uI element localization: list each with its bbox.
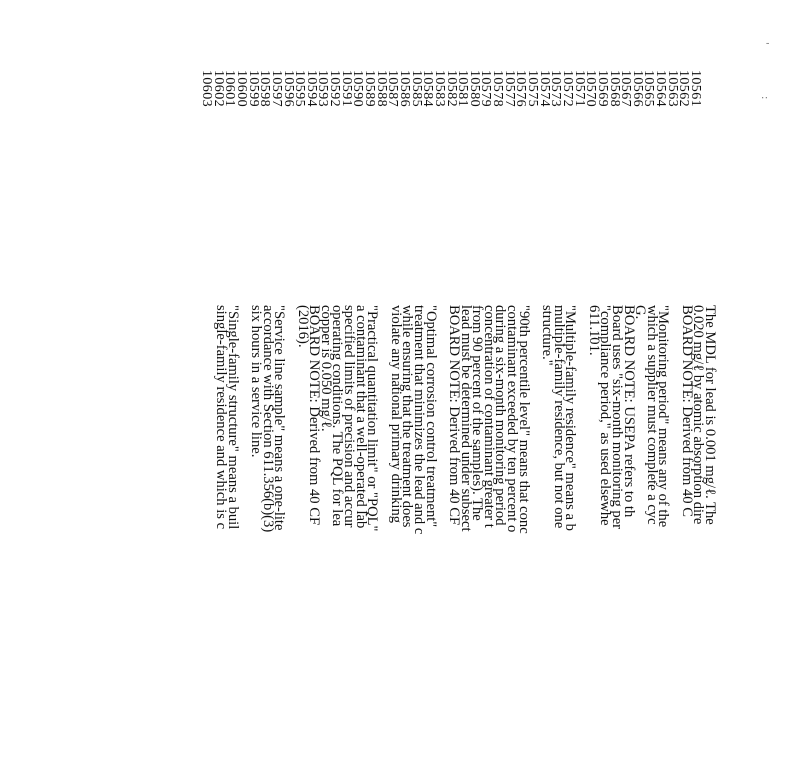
line-number: 10566 — [629, 70, 645, 107]
text-line: from 90 percent of the samples). The — [469, 305, 486, 521]
line-number: 10583 — [431, 70, 447, 107]
line-number: 10561 — [688, 70, 703, 107]
line-number: 10568 — [606, 70, 622, 107]
text-line: 611.101. — [585, 305, 602, 356]
text-line: specified limits of precision and accur — [341, 305, 358, 528]
line-number: 10581 — [455, 70, 471, 107]
line-number: 10576 — [513, 70, 529, 107]
line-number: 10573 — [548, 70, 564, 107]
line-number: 10580 — [466, 70, 482, 107]
text-line: lead must be determined under subsect — [457, 305, 474, 532]
line-number: 10585 — [408, 70, 424, 107]
line-number: 10584 — [420, 70, 436, 107]
text-line: BOARD NOTE: USEPA refers to th — [620, 305, 637, 518]
line-number: 10567 — [618, 70, 634, 107]
text-line: G. — [632, 305, 649, 320]
text-line: "compliance period," as used elsewhe — [597, 305, 614, 526]
line-number: 10589 — [362, 70, 378, 107]
text-line: a contaminant that a well-operated lab — [352, 305, 369, 529]
line-number: 10593 — [315, 70, 331, 107]
line-number: 10588 — [373, 70, 389, 107]
text-line: during a six-month monitoring period — [492, 305, 509, 526]
text-line: The MDL for lead is 0.001 mg/ℓ. The — [702, 305, 718, 525]
line-number: 10570 — [583, 70, 599, 107]
text-line: which a supplier must complete a cyc — [643, 305, 660, 525]
text-line: accordance with Section 611.356(b)(3) — [259, 305, 276, 533]
line-number: 10577 — [501, 70, 517, 107]
line-number: 10587 — [385, 70, 401, 107]
line-number: 10579 — [478, 70, 494, 107]
text-line: BOARD NOTE: Derived from 40 CF — [445, 305, 462, 526]
line-number: 10575 — [525, 70, 541, 107]
line-number: 10582 — [443, 70, 459, 107]
line-number: 10574 — [536, 70, 552, 107]
text-line: "Monitoring period" means any of the — [655, 305, 672, 528]
line-number: 10596 — [280, 70, 296, 107]
text-line: single-family residence and which is c — [213, 305, 230, 530]
line-number: 10562 — [676, 70, 692, 107]
text-line: "Optimal corrosion control treatment" — [422, 305, 439, 528]
document-body-text — [213, 305, 718, 765]
text-line: "Practical quantitation limit" or "PQL" — [364, 305, 381, 532]
text-line: concentration of contaminant greater t — [480, 305, 497, 528]
text-line: Board uses "six-month monitoring per — [608, 305, 625, 530]
line-number: 10571 — [571, 70, 587, 107]
line-number: 10594 — [303, 70, 319, 107]
line-number: 10591 — [338, 70, 354, 107]
text-line: contaminant exceeded by ten percent o — [504, 305, 521, 533]
line-number: 10569 — [594, 70, 610, 107]
line-number: 10565 — [641, 70, 657, 107]
line-number-column — [200, 70, 701, 107]
line-number: 10600 — [234, 70, 250, 107]
line-number: 10599 — [245, 70, 261, 107]
line-number: 10601 — [222, 70, 238, 107]
line-number: 10572 — [559, 70, 575, 107]
line-number: 10598 — [257, 70, 273, 107]
text-line: copper is 0.050 mg/ℓ. — [317, 305, 334, 432]
line-number: 10597 — [268, 70, 284, 107]
text-line: "Multiple-family residence" means a b — [562, 305, 579, 531]
scan-speck-2: : — [759, 96, 770, 100]
text-line: structure." — [539, 305, 556, 366]
text-line: while ensuring that the treatment does — [399, 305, 416, 528]
text-line: treatment that minimizes the lead and c — [410, 305, 427, 535]
line-number: 10603 — [199, 70, 215, 107]
text-line: "90th percentile level" means that conc — [515, 305, 532, 534]
text-line: "Single-family structure" means a buil — [224, 305, 241, 530]
line-number: 10595 — [292, 70, 308, 107]
text-line: BOARD NOTE: Derived from 40 CF — [306, 305, 323, 526]
text-line: multiple-family residence, but not one — [550, 305, 567, 529]
line-number: 10590 — [350, 70, 366, 107]
line-number: 10586 — [396, 70, 412, 107]
text-line: BOARD NOTE: Derived from 40 C — [678, 305, 695, 517]
line-number: 10564 — [653, 70, 669, 107]
line-number: 10563 — [664, 70, 680, 107]
text-line: operating conditions. The PQL for lea — [329, 305, 346, 527]
scan-speck-1: ' — [759, 42, 770, 45]
text-line: (2016). — [294, 305, 311, 348]
text-line: 0.020 mg/ℓ by atomic absorption dire — [690, 305, 707, 525]
line-number: 10592 — [327, 70, 343, 107]
line-number: 10602 — [210, 70, 226, 107]
text-line: violate any national primary drinking — [387, 305, 404, 524]
text-line: six hours in a service line. — [248, 305, 265, 458]
text-line: "Service line sample" means a one-lite — [271, 305, 288, 531]
line-number: 10578 — [490, 70, 506, 107]
